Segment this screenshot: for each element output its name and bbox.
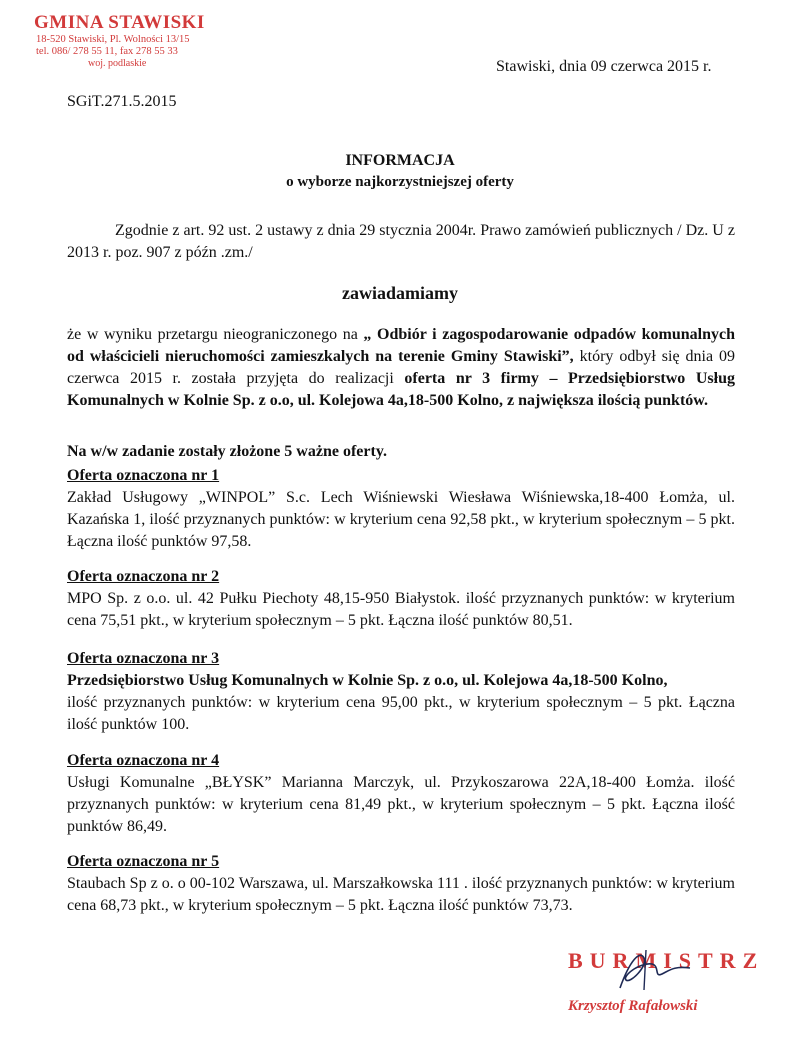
main-paragraph [67,324,735,412]
stamp-name: GMINA STAWISKI [34,12,205,33]
offer-2 [67,566,735,632]
offer-body: Usługi Komunalne „BŁYSK” Marianna Marczyk, ul. Przykoszarowa 22A,18-400 Łomża. ilość przyznanych punktów: w kryterium cena 81,49 pkt., w kryterium społecznym – 5 pkt. Łączna ilość punktów 86,49. [67,774,735,835]
offer-heading: Oferta oznaczona nr 1 [67,467,220,484]
offer-body: MPO Sp. z o.o. ul. 42 Pułku Piechoty 48,15-950 Białystok. ilość przyznanych punktów: w kryterium cena 75,51 pkt., w kryterium społecznym – 5 pkt. Łączna ilość punktów 80,51. [67,590,735,629]
offer-heading: Oferta oznaczona nr 5 [67,853,220,870]
offer-body: Zakład Usługowy „WINPOL” S.c. Lech Wiśniewski Wiesława Wiśniewska,18-400 Łomża, ul. Kazańska 1, ilość przyznanych punktów: w kryterium cena 92,58 pkt., w kryterium społecznym – 5 pkt. Łączna ilość punktów 97,58. [67,489,735,550]
office-stamp [34,12,234,70]
legal-basis: Zgodnie z art. 92 ust. 2 ustawy z dnia 29 stycznia 2004r. Prawo zamówień publicznych / Dz. U z 2013 r. poz. 907 z późn .zm./ [67,222,735,261]
main-text-1: że w wyniku przetargu nieograniczonego na [67,326,358,343]
offer-3 [67,648,735,736]
offer-5 [67,851,735,917]
offer-heading: Oferta oznaczona nr 2 [67,568,220,585]
stamp-region: woj. podlaskie [88,58,147,69]
signatory-name: Krzysztof Rafałowski [568,998,698,1014]
offer-company: Przedsiębiorstwo Usług Komunalnych w Kolnie Sp. z o.o, ul. Kolejowa 4a,18-500 Kolno, [67,672,668,689]
offer-heading: Oferta oznaczona nr 4 [67,752,220,769]
handwritten-signature [600,940,710,1000]
stamp-phone: tel. 086/ 278 55 11, fax 278 55 33 [36,46,178,57]
offer-body: ilość przyznanych punktów: w kryterium cena 95,00 pkt., w kryterium społecznym – 5 pkt. Łączna ilość punktów 100. [67,694,735,733]
offer-1 [67,465,735,553]
offers-heading: Na w/w zadanie zostały złożone 5 ważne oferty. [67,443,387,460]
selected-offer: oferta nr 3 firmy – Przedsiębiorstwo Usług Komunalnych w Kolnie Sp. z o.o, ul. Kolejowa 4a,18-500 Kolno, z największa ilością punktów. [67,370,736,409]
offer-4 [67,750,735,838]
offer-heading: Oferta oznaczona nr 3 [67,650,220,667]
stamp-address: 18-520 Stawiski, Pl. Wolności 13/15 [36,34,190,45]
announcement-heading: zawiadamiamy [342,283,458,303]
tender-name: „ Odbiór i zagospodarowanie odpadów komunalnych od właścicieli nieruchomości zamieszkalych na terenie Gminy Stawiski”, [67,326,736,365]
document-title: INFORMACJA [345,152,455,169]
reference-number: SGiT.271.5.2015 [67,93,177,110]
signature-title: BURMISTRZ [568,948,765,973]
main-text-2: który odbył się dnia 09 czerwca 2015 r. została przyjęta do realizacji [67,348,735,387]
document-date: Stawiski, dnia 09 czerwca 2015 r. [496,58,712,75]
mayor-signature-block [560,948,770,1014]
offer-body: Staubach Sp z o. o 00-102 Warszawa, ul. Marszałkowska 111 . ilość przyznanych punktów: w kryterium cena 68,73 pkt., w kryterium społecznym – 5 pkt. Łączna ilość punktów 73,73. [67,875,735,914]
document-subtitle: o wyborze najkorzystniejszej oferty [286,174,514,190]
